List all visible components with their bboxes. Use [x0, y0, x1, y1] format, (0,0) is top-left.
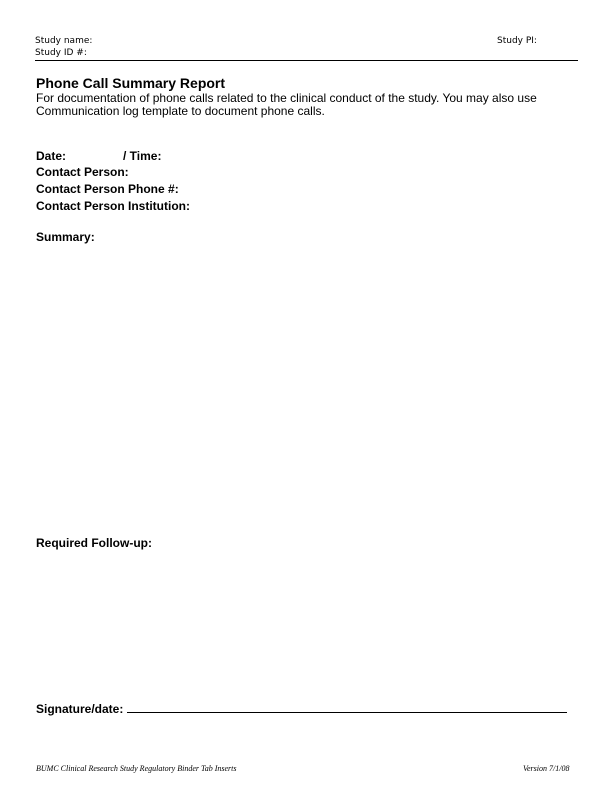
signature-line	[127, 712, 567, 713]
description-line-1: For documentation of phone calls related to the clinical conduct of the study. You may also use	[36, 91, 537, 105]
signature-label: Signature/date:	[36, 702, 124, 716]
time-label: / Time:	[123, 149, 162, 163]
contact-institution-label: Contact Person Institution:	[36, 199, 190, 213]
description-line-2: Communication log template to document phone calls.	[36, 104, 325, 118]
study-pi-label: Study PI:	[497, 36, 537, 46]
footer-left: BUMC Clinical Research Study Regulatory Binder Tab Inserts	[36, 764, 237, 773]
footer-version: Version 7/1/08	[523, 764, 570, 773]
summary-label: Summary:	[36, 230, 95, 244]
report-description	[36, 92, 581, 118]
study-name-label: Study name:	[35, 36, 93, 46]
page-title: Phone Call Summary Report	[36, 75, 226, 91]
date-label: Date:	[36, 149, 67, 163]
contact-person-label: Contact Person:	[36, 165, 129, 179]
followup-label: Required Follow-up:	[36, 536, 152, 550]
header-rule	[35, 60, 578, 61]
study-id-label: Study ID #:	[35, 48, 87, 58]
contact-phone-label: Contact Person Phone #:	[36, 182, 179, 196]
